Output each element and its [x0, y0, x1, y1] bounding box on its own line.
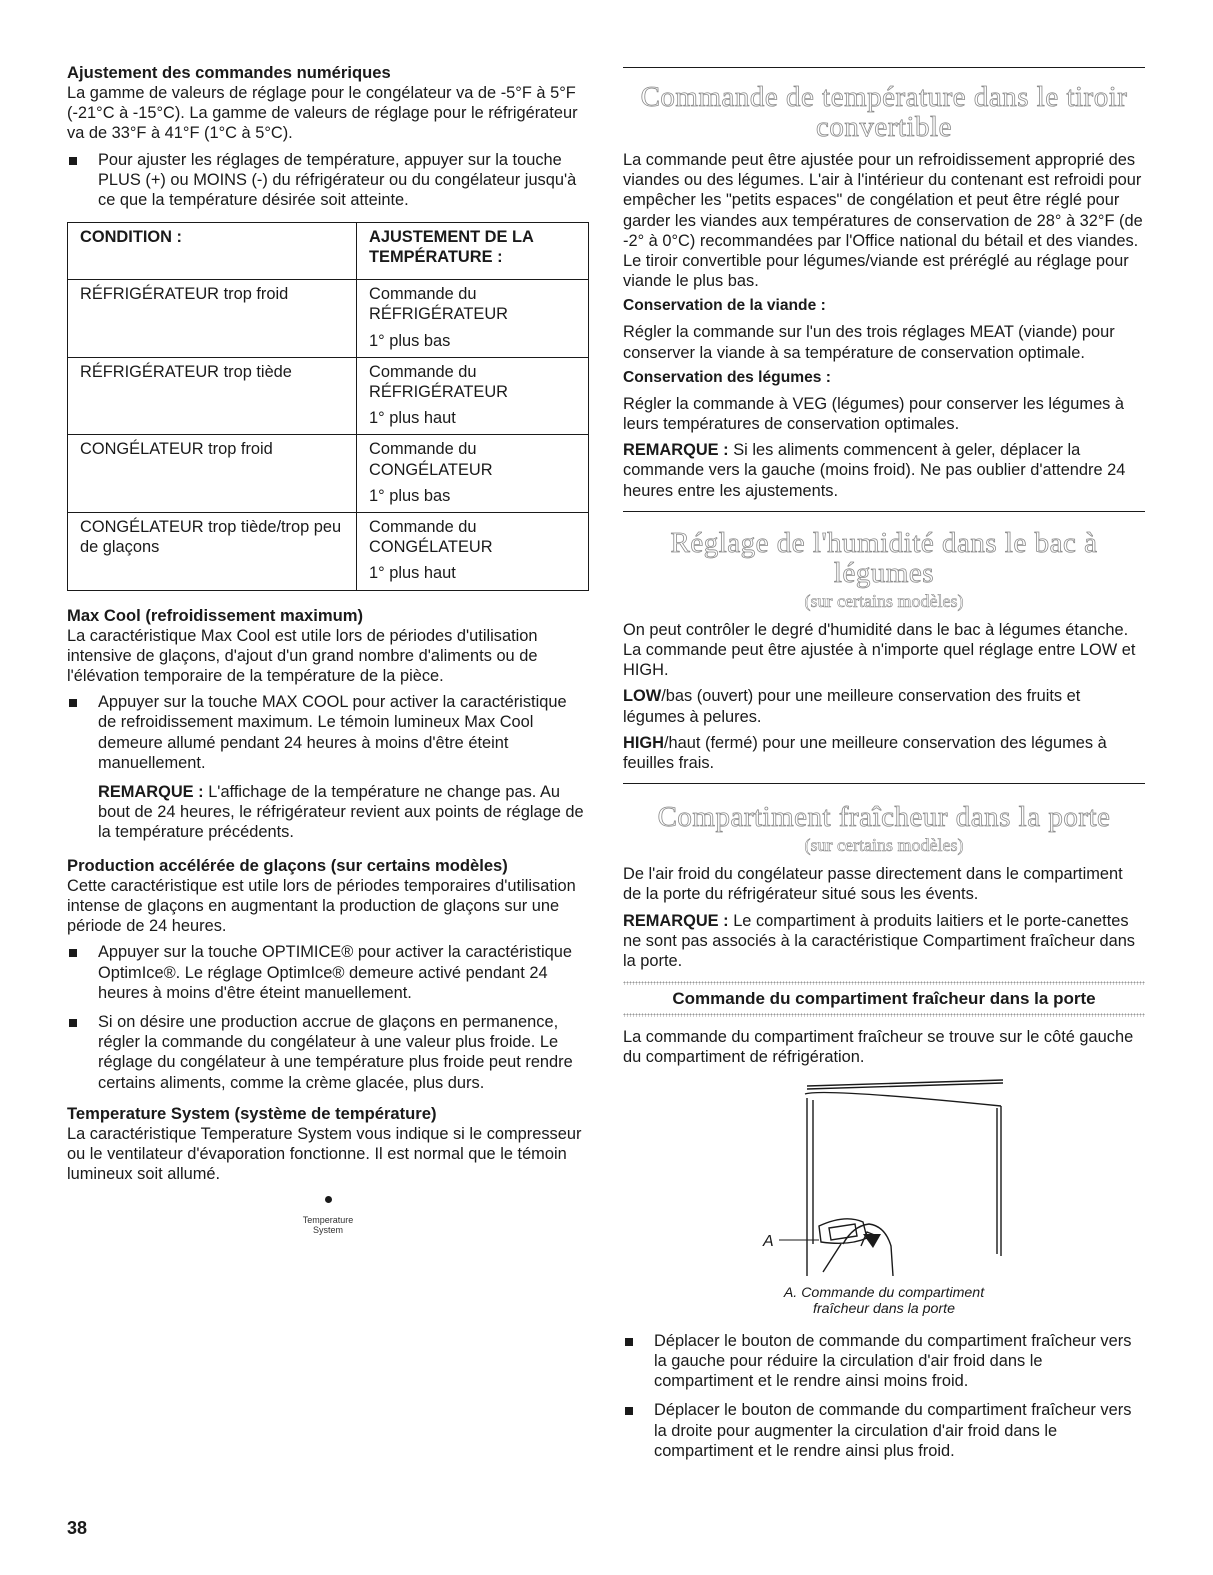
- table-header-row: [68, 223, 589, 280]
- bullet-square-icon: [69, 157, 77, 165]
- section-title-digital-controls: Ajustement des commandes numériques: [67, 63, 391, 82]
- heading-convertible-drawer: Commande de température dans le tiroir convertible: [640, 81, 1128, 143]
- paragraph-door-control: La commande du compartiment fraîcheur se trouve sur le côté gauche du compartiment de réfrigération.: [623, 1028, 1134, 1067]
- table-row: [68, 280, 589, 358]
- paragraph-max-cool: La caractéristique Max Cool est utile lors de périodes d'utilisation intensive de glaçons, d'ajout d'un grand nombre d'aliments ou de l'élévation temporaire de la température de la pièce.: [67, 626, 538, 686]
- bullet-square-icon: [69, 699, 77, 707]
- bullet-list: [67, 150, 589, 211]
- table-row: [68, 435, 589, 513]
- table-header-condition: CONDITION :: [68, 223, 357, 280]
- paragraph-temperature-system: La caractéristique Temperature System vous indique si le compresseur ou le ventilateur d'évaporation fonctionne. Il est normal que le témoin lumineux soit allumé.: [67, 1124, 582, 1184]
- temperature-system-indicator: Temperature System: [67, 1196, 589, 1235]
- subheading-vegetables: Conservation des légumes :: [623, 368, 831, 386]
- paragraph-door-compartment: De l'air froid du congélateur passe directement dans le compartiment de la porte du réfrigérateur situé sous les évents.: [623, 865, 1123, 904]
- list-item: Pour ajuster les réglages de température, appuyer sur la touche PLUS (+) ou MOINS (-) du réfrigérateur ou du congélateur jusqu'à ce que la température désirée soit atteinte.: [67, 150, 589, 211]
- divider: [623, 67, 1145, 68]
- paragraph-humidity: On peut contrôler le degré d'humidité dans le bac à légumes étanche. La commande peut être ajustée à n'importe quel réglage entre LOW et HIGH.: [623, 620, 1136, 680]
- paragraph-ice-production: Cette caractéristique est utile lors de périodes temporaires d'utilisation intense de glaçons en augmentant la production de glaçons sur une période de 24 heures.: [67, 876, 576, 936]
- table-cell-condition: RÉFRIGÉRATEUR trop tiède: [68, 357, 357, 435]
- right-column: [623, 62, 1145, 1470]
- table-cell-adjustment: Commande du CONGÉLATEUR 1° plus bas: [357, 435, 589, 513]
- paragraph-high: HIGH/haut (fermé) pour une meilleure conservation des légumes à feuilles frais.: [623, 733, 1107, 773]
- subheading-meat: Conservation de la viande :: [623, 297, 826, 315]
- table-cell-adjustment: Commande du RÉFRIGÉRATEUR 1° plus haut: [357, 357, 589, 435]
- table-header-adjustment: AJUSTEMENT DE LA TEMPÉRATURE :: [357, 223, 589, 280]
- table-cell-condition: RÉFRIGÉRATEUR trop froid: [68, 280, 357, 358]
- refrigerator-compartment-illustration: [623, 1076, 1145, 1291]
- note-max-cool: REMARQUE : L'affichage de la température ne change pas. Au bout de 24 heures, le réfrigérateur revient aux points de réglage de la température précédents.: [98, 783, 584, 842]
- dotted-divider: [623, 1013, 1145, 1017]
- bullet-list: [623, 1331, 1145, 1461]
- list-item: Appuyer sur la touche MAX COOL pour activer la caractéristique de refroidissement maximum. Le témoin lumineux Max Cool demeure allumé pendant 24 heures à moins d'être éteint manuellement.: [67, 692, 589, 773]
- paragraph-setting-range: La gamme de valeurs de réglage pour le congélateur va de -5°F à 5°F (-21°C à -15°C). La gamme de valeurs de réglage pour le réfrigérateur va de 33°F à 41°F (1°C à 5°C).: [67, 84, 578, 143]
- section-title-max-cool: Max Cool (refroidissement maximum): [67, 605, 363, 625]
- table-row: [68, 513, 589, 591]
- table-cell-condition: CONGÉLATEUR trop tiède/trop peu de glaçons: [68, 513, 357, 591]
- table-cell-adjustment: Commande du CONGÉLATEUR 1° plus haut: [357, 513, 589, 591]
- list-item: Déplacer le bouton de commande du compartiment fraîcheur vers la gauche pour réduire la circulation d'air froid dans le compartiment et le rendre ainsi moins froid.: [623, 1331, 1145, 1392]
- bullet-list: [67, 942, 589, 1092]
- indicator-light-icon: [325, 1196, 332, 1203]
- heading-door-compartment: Compartiment fraîcheur dans la porte: [657, 801, 1111, 834]
- heading-humidity: Réglage de l'humidité dans le bac à légumes: [670, 526, 1098, 589]
- paragraph-low: LOW/bas (ouvert) pour une meilleure conservation des fruits et légumes à pelures.: [623, 687, 1081, 726]
- bullet-list: [67, 692, 589, 773]
- list-item: Si on désire une production accrue de glaçons en permanence, régler la commande du congélateur à une valeur plus froide. Le réglage du congélateur à une température plus froide peut rendre certains aliments, comme la crème glacée, plus durs.: [67, 1012, 589, 1093]
- left-column: [67, 62, 589, 1235]
- paragraph-vegetables: Régler la commande à VEG (légumes) pour conserver les légumes à leurs températures de conservation optimales.: [623, 394, 1125, 434]
- dotted-divider: [623, 981, 1145, 985]
- paragraph-meat: Régler la commande sur l'un des trois réglages MEAT (viande) pour conserver la viande à sa température de conservation optimale.: [623, 323, 1115, 362]
- bullet-square-icon: [69, 1019, 77, 1027]
- divider: [623, 783, 1145, 784]
- divider: [623, 511, 1145, 512]
- subsection-title-door-control: Commande du compartiment fraîcheur dans la porte: [672, 989, 1096, 1009]
- table-cell-adjustment: Commande du RÉFRIGÉRATEUR 1° plus bas: [357, 280, 589, 358]
- paragraph-convertible-drawer: La commande peut être ajustée pour un refroidissement approprié des viandes ou des légumes. L'air à l'intérieur du contenant est refroidi pour empêcher les "petits espaces" de congélation et peut être réglé pour garder les viandes aux températures de conservation de 28° à 32°F (de -2° à 0°C) recommandées par l'Office national du bétail et des viandes. Le tiroir convertible pour légumes/viande est préréglé au réglage pour viande le plus bas.: [623, 151, 1143, 291]
- figure-label-a: A: [763, 1232, 774, 1250]
- door-control-figure: [623, 1076, 1145, 1291]
- table-cell-condition: CONGÉLATEUR trop froid: [68, 435, 357, 513]
- heading-door-compartment-subtitle: (sur certains modèles): [804, 835, 964, 856]
- heading-humidity-subtitle: (sur certains modèles): [804, 590, 964, 611]
- bullet-square-icon: [69, 949, 77, 957]
- section-title-temperature-system: Temperature System (système de température): [67, 1103, 437, 1123]
- table-row: [68, 357, 589, 435]
- figure-caption: A. Commande du compartiment fraîcheur dans la porte: [783, 1284, 985, 1317]
- condition-table: [67, 222, 589, 590]
- bullet-square-icon: [625, 1338, 633, 1346]
- note-door-compartment: REMARQUE : Le compartiment à produits laitiers et le porte-canettes ne sont pas associés à la caractéristique Compartiment fraîcheur dans la porte.: [623, 911, 1136, 971]
- page-number: 38: [67, 1518, 88, 1538]
- section-title-ice-production: Production accélérée de glaçons (sur certains modèles): [67, 855, 508, 875]
- bullet-square-icon: [625, 1407, 633, 1415]
- note-drawer: REMARQUE : Si les aliments commencent à geler, déplacer la commande vers la gauche (moins froid). Ne pas oublier d'attendre 24 heures entre les ajustements.: [623, 441, 1126, 500]
- list-item: Appuyer sur la touche OPTIMICE® pour activer la caractéristique OptimIce®. Le réglage OptimIce® demeure activé pendant 24 heures à moins d'être éteint manuellement.: [67, 942, 589, 1003]
- list-item: Déplacer le bouton de commande du compartiment fraîcheur vers la droite pour augmenter la circulation d'air froid dans le compartiment et le rendre ainsi plus froid.: [623, 1400, 1145, 1461]
